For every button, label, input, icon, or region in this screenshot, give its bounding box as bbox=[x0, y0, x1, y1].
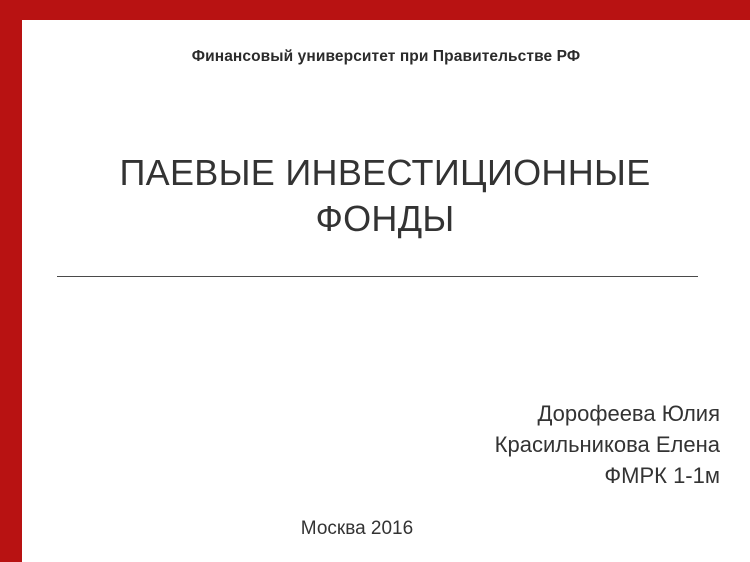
place-and-year: Москва 2016 bbox=[300, 518, 414, 539]
organization-line: Финансовый университет при Правительстве РФ bbox=[191, 48, 581, 65]
page-title bbox=[40, 150, 730, 242]
author-name-1: Дорофеева Юлия bbox=[537, 401, 720, 426]
author-name-2: Красильникова Елена bbox=[494, 432, 720, 458]
title-line-1: ПАЕВЫЕ ИНВЕСТИЦИОННЫЕ bbox=[119, 152, 651, 193]
title-line-2: ФОНДЫ bbox=[315, 198, 455, 240]
top-accent-bar bbox=[0, 0, 750, 20]
title-divider bbox=[57, 276, 698, 277]
authors-block bbox=[495, 398, 720, 492]
left-accent-bar bbox=[0, 20, 22, 562]
author-group: ФМРК 1-1м bbox=[604, 463, 720, 489]
